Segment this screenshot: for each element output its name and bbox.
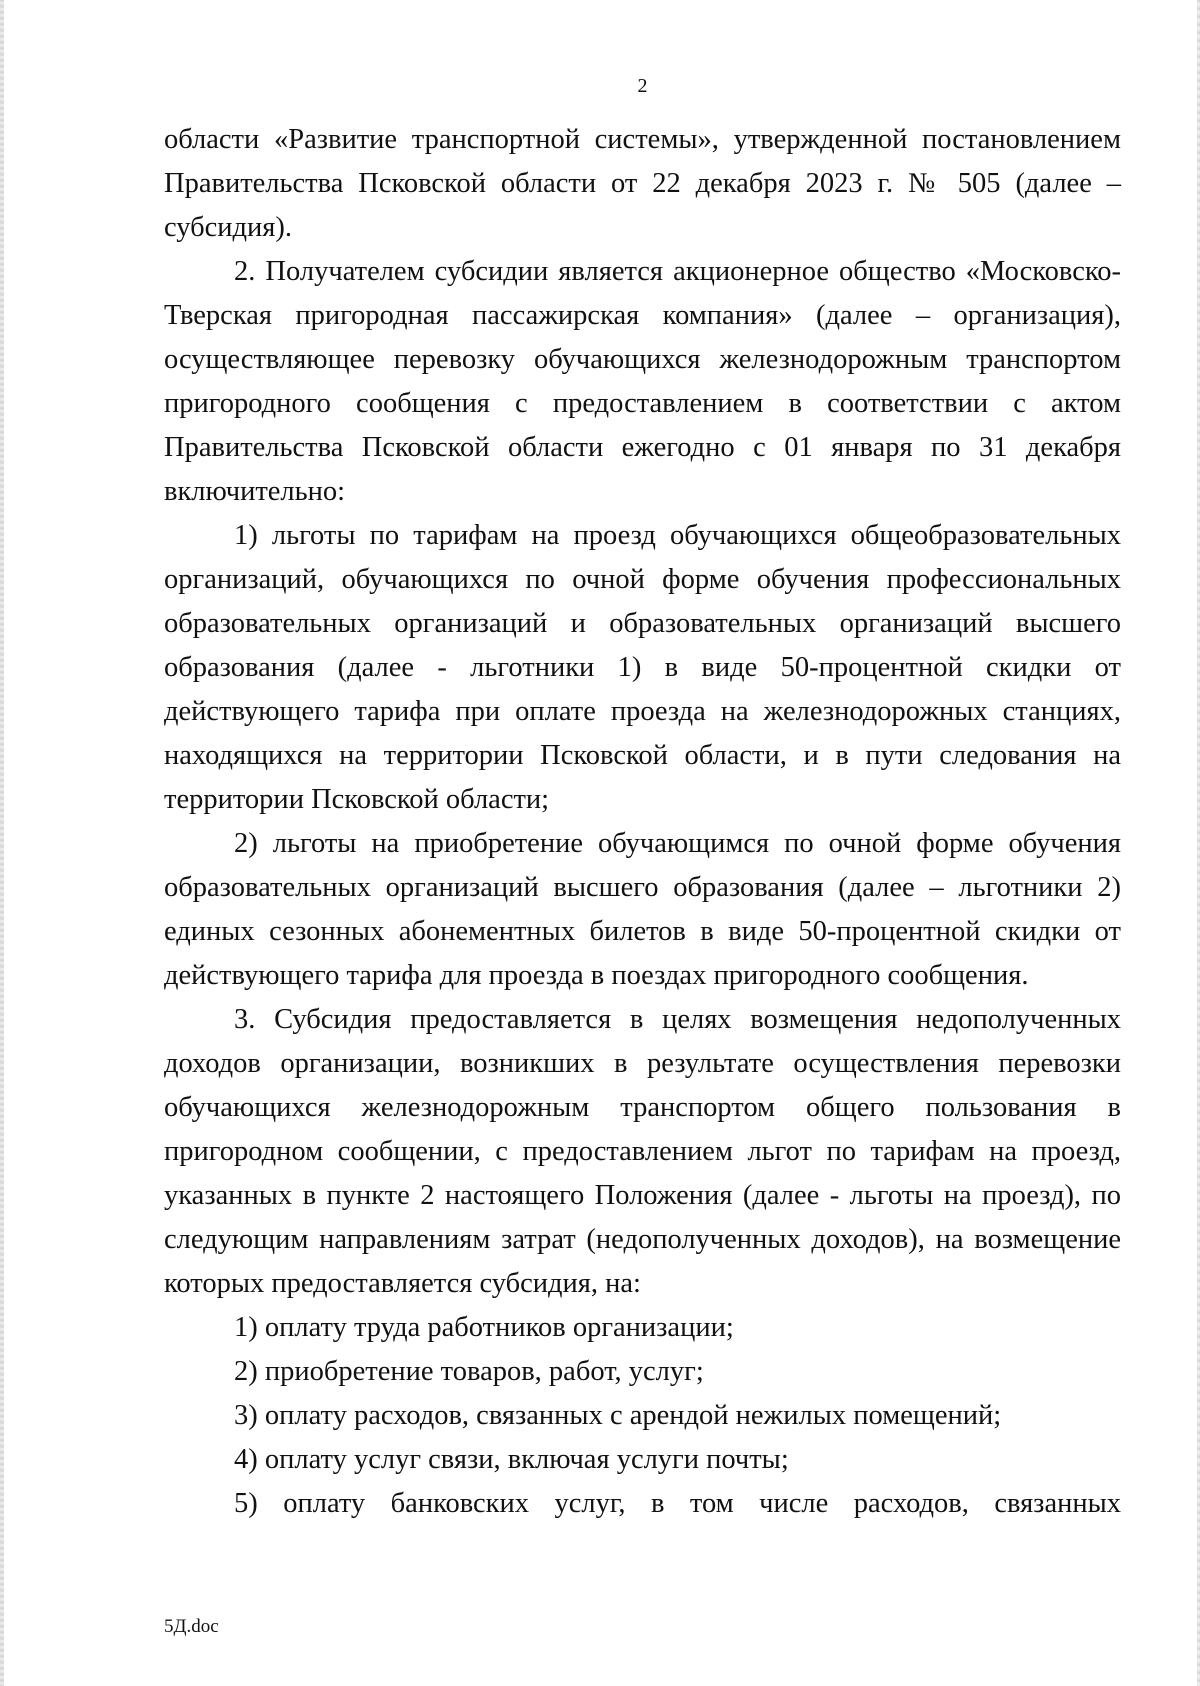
paragraph-clause-2-item-2: 2) льготы на приобретение обучающимся по очной форме обучения образовательных организаций высшего образования (далее – льготники 2) единых сезонных абонементных билетов в виде 50-процентной скидки от действующего тарифа для проезда в поездах пригородного сообщения.: [164, 828, 1121, 991]
paragraph-clause-2-item-1: 1) льготы по тарифам на проезд обучающихся общеобразовательных организаций, обучающихся по очной форме обучения профессиональных образовательных организаций и образовательных организаций высшего образования (далее - льготники 1) в виде 50-процентной скидки от действующего тарифа при оплате проезда на железнодорожных станциях, находящихся на территории Псковской области, и в пути следования на территории Псковской области;: [164, 520, 1121, 815]
list-item-expense-4: 4) оплату услуг связи, включая услуги почты;: [234, 1444, 789, 1475]
paragraph-continuation: области «Развитие транспортной системы», утвержденной постановлением Правительства Псковской области от 22 декабря 2023 г. № 505 (далее – субсидия).: [164, 124, 1121, 243]
list-item-expense-5: 5) оплату банковских услуг, в том числе расходов, связанных: [234, 1488, 1121, 1519]
list-item-expense-1: 1) оплату труда работников организации;: [234, 1312, 734, 1343]
scan-edge-left: [0, 0, 4, 1686]
page-number: 2: [637, 75, 648, 97]
list-item-expense-2: 2) приобретение товаров, работ, услуг;: [234, 1356, 704, 1387]
footer-filename: 5Д.doc: [164, 1616, 219, 1637]
list-item-expense-3: 3) оплату расходов, связанных с арендой нежилых помещений;: [234, 1400, 1002, 1431]
paragraph-clause-3: 3. Субсидия предоставляется в целях возмещения недополученных доходов организации, возникших в результате осуществления перевозки обучающихся железнодорожным транспортом общего пользования в пригородном сообщении, с предоставлением льгот по тарифам на проезд, указанных в пункте 2 настоящего Положения (далее - льготы на проезд), по следующим направлениям затрат (недополученных доходов), на возмещение которых предоставляется субсидия, на:: [164, 1004, 1121, 1299]
document-body: [164, 118, 1121, 1526]
paragraph-clause-2: 2. Получателем субсидии является акционерное общество «Московско-Тверская пригородная пассажирская компания» (далее – организация), осуществляющее перевозку обучающихся железнодорожным транспортом пригородного сообщения с предоставлением в соответствии с актом Правительства Псковской области ежегодно с 01 января по 31 декабря включительно:: [164, 256, 1121, 507]
